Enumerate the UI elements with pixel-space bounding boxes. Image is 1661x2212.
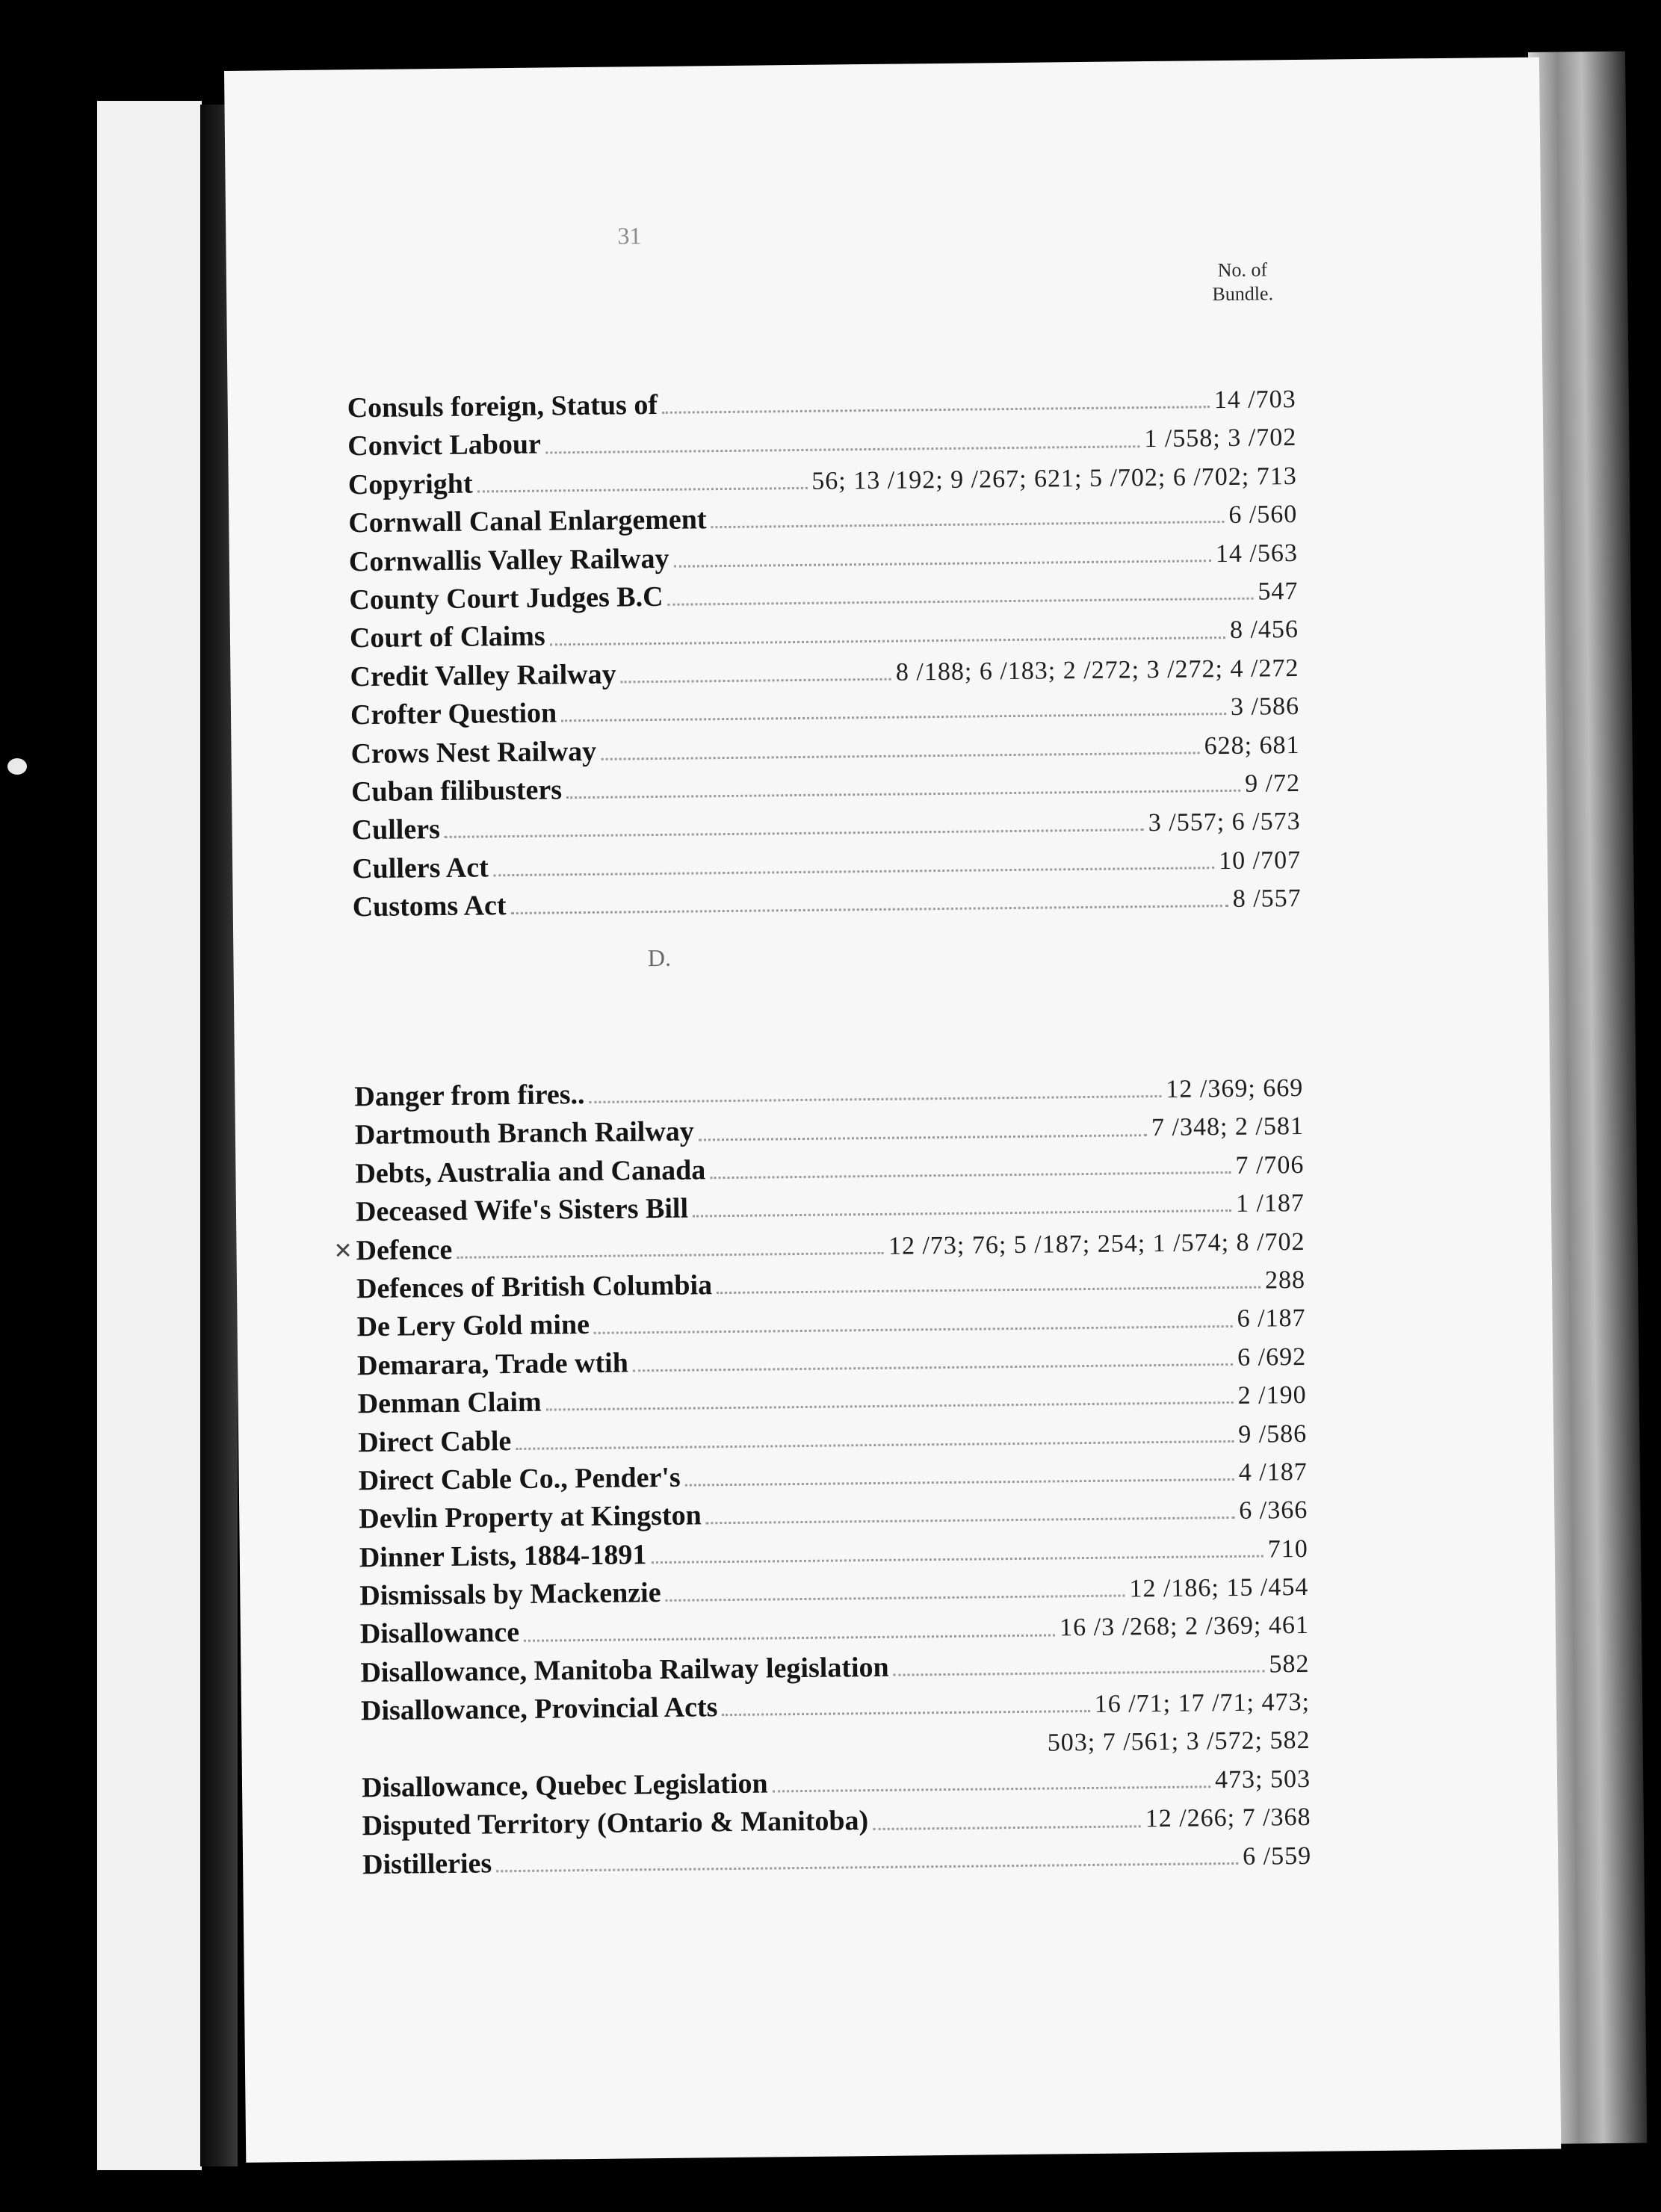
entry-term: Defences of British Columbia [356, 1269, 713, 1305]
entry-term: Cullers Act [351, 852, 489, 885]
entry-term: Dismissals by Mackenzie [359, 1577, 661, 1612]
page-content [333, 60, 1312, 1881]
dot-leader [516, 1440, 1234, 1450]
entry-term: Demarara, Trade wtih [356, 1347, 629, 1381]
entry-refs: 710 [1267, 1534, 1308, 1564]
entry-refs: 14 /703 [1213, 385, 1296, 415]
entry-refs: 2 /190 [1237, 1381, 1307, 1410]
dot-leader [524, 1634, 1055, 1641]
entry-term: Deceased Wife's Sisters Bill [355, 1192, 689, 1228]
dot-leader [457, 1252, 884, 1259]
section-heading-d: D. [647, 944, 672, 972]
dot-leader [594, 1325, 1233, 1333]
dot-leader [711, 521, 1225, 528]
dot-leader [652, 1555, 1263, 1564]
dot-leader [621, 678, 891, 684]
entry-term: Customs Act [352, 890, 507, 923]
dot-leader [723, 1710, 1090, 1716]
entry-refs: 12 /369; 669 [1166, 1074, 1304, 1103]
entry-refs: 6 /366 [1239, 1496, 1308, 1525]
entry-refs: 4 /187 [1238, 1457, 1308, 1487]
entry-term: Cullers [351, 814, 441, 846]
dot-leader [493, 867, 1214, 876]
scan-smudge [7, 758, 27, 775]
dot-leader [674, 560, 1211, 568]
entry-refs: 12 /186; 15 /454 [1129, 1573, 1309, 1603]
entry-term: Direct Cable [358, 1425, 512, 1458]
entry-refs: 503; 7 /561; 3 /572; 582 [1047, 1726, 1311, 1757]
dot-leader [561, 713, 1226, 722]
entry-term: Copyright [347, 468, 473, 501]
entry-refs: 1 /558; 3 /702 [1144, 424, 1297, 453]
entry-refs: 288 [1264, 1265, 1306, 1295]
dot-leader [633, 1363, 1233, 1372]
dot-leader [662, 406, 1210, 414]
dot-leader [550, 636, 1225, 645]
entry-refs: 6 /560 [1228, 501, 1298, 530]
column-header [1175, 258, 1311, 307]
entry-term: Crofter Question [350, 697, 557, 731]
dot-leader [601, 752, 1199, 760]
dot-leader [545, 445, 1140, 453]
entry-refs: 582 [1269, 1649, 1310, 1679]
entry-refs: 8 /188; 6 /183; 2 /272; 3 /272; 4 /272 [895, 654, 1299, 687]
dot-leader [699, 1134, 1147, 1141]
entry-term: Convict Labour [347, 428, 542, 462]
entry-term: Defence [356, 1233, 453, 1266]
entry-refs: 8 /557 [1232, 885, 1302, 914]
dot-leader [477, 487, 808, 493]
entry-term: Disallowance, Manitoba Railway legislation [360, 1651, 889, 1689]
dot-leader [710, 1171, 1231, 1179]
entry-refs: 1 /187 [1235, 1189, 1305, 1218]
entry-refs: 6 /692 [1237, 1342, 1307, 1372]
entry-refs: 9 /72 [1244, 769, 1301, 798]
dot-leader [496, 1862, 1238, 1872]
entry-refs: 12 /266; 7 /368 [1145, 1803, 1311, 1833]
dot-leader [546, 1401, 1234, 1411]
entry-term: County Court Judges B.C [349, 580, 664, 616]
entry-term: Danger from fires.. [354, 1079, 585, 1113]
index-page [224, 58, 1561, 2163]
entry-refs: 473; 503 [1214, 1765, 1311, 1794]
section-c-entries [347, 379, 1301, 927]
entry-refs: 7 /348; 2 /581 [1151, 1112, 1305, 1142]
entry-term: Disallowance, Quebec Legislation [361, 1768, 768, 1804]
entry-refs: 3 /557; 6 /573 [1148, 808, 1301, 837]
entry-refs: 56; 13 /192; 9 /267; 621; 5 /702; 6 /702; 713 [811, 462, 1297, 495]
entry-refs: 3 /586 [1230, 693, 1300, 722]
dot-leader [566, 790, 1240, 799]
dot-leader [717, 1286, 1261, 1295]
facing-page-edge [97, 101, 202, 2170]
margin-mark: ✕ [333, 1238, 353, 1264]
dot-leader [773, 1786, 1210, 1793]
dot-leader [445, 829, 1144, 839]
entry-refs: 6 /559 [1242, 1841, 1312, 1871]
entry-term: Devlin Property at Kingston [359, 1499, 702, 1535]
dot-leader [693, 1209, 1231, 1218]
column-header-line-2: Bundle. [1212, 282, 1274, 306]
entry-term: Dartmouth Branch Railway [354, 1115, 695, 1151]
entry-term: Disallowance [359, 1617, 520, 1650]
entry-refs: 10 /707 [1218, 846, 1302, 875]
entry-term: Credit Valley Railway [350, 658, 616, 693]
entry-term: Court of Claims [349, 620, 545, 654]
dot-leader [511, 905, 1228, 914]
entry-term: Crows Nest Railway [350, 735, 597, 769]
dot-leader [873, 1825, 1141, 1830]
entry-refs: 6 /187 [1237, 1304, 1306, 1333]
dot-leader [685, 1478, 1234, 1487]
entry-refs: 7 /706 [1235, 1150, 1305, 1180]
dot-leader [706, 1517, 1235, 1524]
entry-refs: 14 /563 [1215, 539, 1299, 568]
entry-refs: 16 /71; 17 /71; 473; [1094, 1688, 1311, 1719]
dot-leader [668, 598, 1254, 606]
entry-refs: 16 /3 /268; 2 /369; 461 [1059, 1611, 1310, 1642]
dot-leader [590, 1095, 1162, 1103]
entry-term: Denman Claim [357, 1386, 542, 1420]
entry-term: De Lery Gold mine [356, 1309, 590, 1343]
entry-term: Cuban filibusters [350, 774, 563, 808]
entry-term: Debts, Australia and Canada [355, 1154, 706, 1190]
dot-leader [894, 1670, 1265, 1676]
entry-term: Direct Cable Co., Pender's [358, 1461, 681, 1497]
entry-refs: 9 /586 [1238, 1419, 1308, 1449]
entry-term: Distilleries [362, 1847, 492, 1881]
entry-term: Cornwallis Valley Railway [348, 542, 669, 577]
entry-refs: 12 /73; 76; 5 /187; 254; 1 /574; 8 /702 [888, 1227, 1305, 1260]
entry-refs: 8 /456 [1229, 616, 1299, 645]
entry-refs: 628; 681 [1204, 731, 1300, 760]
entry-term: Consuls foreign, Status of [347, 388, 658, 424]
entry-term: Cornwall Canal Enlargement [348, 504, 707, 539]
entry-term: Dinner Lists, 1884-1891 [359, 1538, 647, 1573]
entry-term: Disputed Territory (Ontario & Manitoba) [362, 1805, 869, 1842]
section-d-entries [333, 1068, 1312, 1884]
entry-refs: 547 [1258, 577, 1299, 606]
dot-leader [666, 1595, 1125, 1602]
column-header-line-1: No. of [1217, 258, 1268, 282]
page-number: 31 [617, 222, 642, 250]
entry-term: Disallowance, Provincial Acts [360, 1691, 718, 1727]
